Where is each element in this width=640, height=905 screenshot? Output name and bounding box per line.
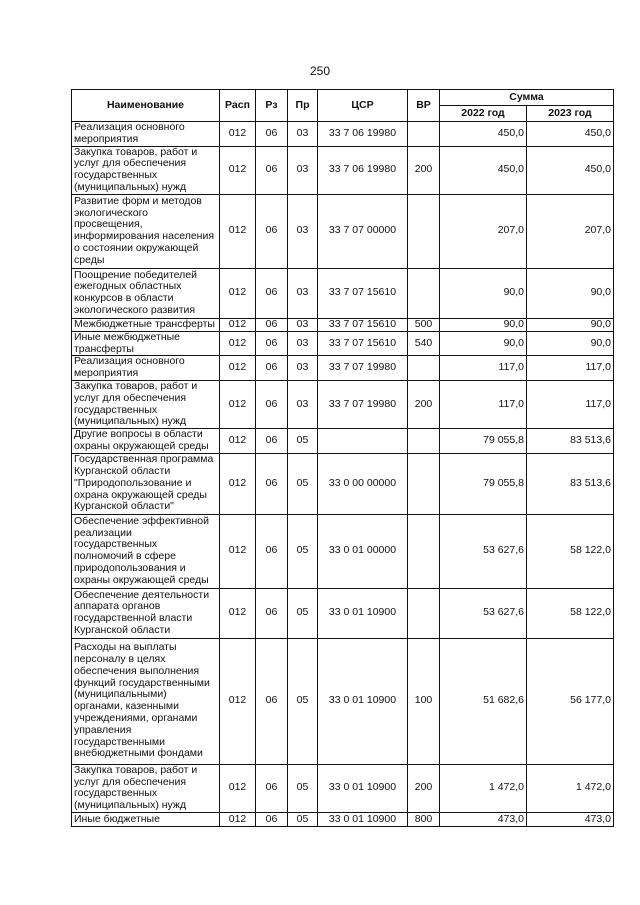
table-row — [72, 318, 614, 331]
cell-rz: 06 — [256, 268, 288, 318]
cell-sum-2023: 83 513,6 — [527, 429, 614, 454]
cell-pr: 03 — [288, 318, 318, 331]
cell-sum-2022: 1 472,0 — [440, 764, 527, 812]
header-year-2022: 2022 год — [440, 106, 527, 122]
cell-vr: 200 — [408, 380, 440, 428]
cell-vr — [408, 194, 440, 268]
table-row — [72, 380, 614, 428]
cell-csr: 33 7 06 19980 — [318, 146, 408, 194]
cell-csr: 33 7 06 19980 — [318, 122, 408, 147]
table-row — [72, 514, 614, 588]
cell-name: Реализация основного мероприятия — [72, 356, 220, 381]
cell-vr: 500 — [408, 318, 440, 331]
cell-name: Обеспечение деятельности аппарата органов государственной власти Курганской области — [72, 588, 220, 638]
cell-sum-2023: 90,0 — [527, 318, 614, 331]
cell-sum-2022: 90,0 — [440, 331, 527, 356]
cell-name: Иные бюджетные — [72, 812, 220, 826]
table-row — [72, 268, 614, 318]
cell-sum-2022: 53 627,6 — [440, 514, 527, 588]
cell-name: Закупка товаров, работ и услуг для обеспечения государственных (муниципальных) нужд — [72, 764, 220, 812]
cell-sum-2022: 90,0 — [440, 268, 527, 318]
cell-vr — [408, 588, 440, 638]
table-row — [72, 194, 614, 268]
cell-pr: 03 — [288, 331, 318, 356]
cell-rz: 06 — [256, 122, 288, 147]
header-vr: ВР — [408, 90, 440, 122]
cell-rasp: 012 — [220, 429, 256, 454]
cell-pr: 05 — [288, 764, 318, 812]
cell-name: Развитие форм и методов экологического просвещения, информирования населения о состоянии окружающей среды — [72, 194, 220, 268]
cell-csr — [318, 429, 408, 454]
cell-pr: 03 — [288, 194, 318, 268]
cell-pr: 05 — [288, 812, 318, 826]
table-row — [72, 122, 614, 147]
header-rz: Рз — [256, 90, 288, 122]
cell-csr: 33 7 07 15610 — [318, 318, 408, 331]
cell-rasp: 012 — [220, 812, 256, 826]
cell-sum-2023: 117,0 — [527, 380, 614, 428]
cell-vr — [408, 453, 440, 514]
cell-sum-2023: 90,0 — [527, 268, 614, 318]
cell-sum-2023: 450,0 — [527, 122, 614, 147]
cell-pr: 05 — [288, 588, 318, 638]
budget-table — [71, 89, 614, 827]
cell-pr: 03 — [288, 268, 318, 318]
cell-vr — [408, 356, 440, 381]
cell-rasp: 012 — [220, 146, 256, 194]
table-row — [72, 453, 614, 514]
cell-pr: 05 — [288, 429, 318, 454]
cell-sum-2023: 117,0 — [527, 356, 614, 381]
cell-pr: 03 — [288, 122, 318, 147]
cell-vr — [408, 429, 440, 454]
cell-pr: 05 — [288, 638, 318, 764]
cell-name: Поощрение победителей ежегодных областных конкурсов в области экологического развития — [72, 268, 220, 318]
cell-name: Межбюджетные трансферты — [72, 318, 220, 331]
cell-sum-2023: 58 122,0 — [527, 588, 614, 638]
cell-vr — [408, 514, 440, 588]
table-body — [72, 122, 614, 827]
cell-vr: 800 — [408, 812, 440, 826]
cell-name: Обеспечение эффективной реализации государственных полномочий в сфере природопользования и охраны окружающей среды — [72, 514, 220, 588]
cell-sum-2022: 90,0 — [440, 318, 527, 331]
cell-csr: 33 7 07 00000 — [318, 194, 408, 268]
cell-csr: 33 7 07 19980 — [318, 356, 408, 381]
page-number: 250 — [309, 64, 331, 78]
cell-rasp: 012 — [220, 331, 256, 356]
cell-csr: 33 0 01 10900 — [318, 638, 408, 764]
cell-csr: 33 7 07 15610 — [318, 268, 408, 318]
table-row — [72, 331, 614, 356]
cell-vr: 200 — [408, 764, 440, 812]
cell-rz: 06 — [256, 331, 288, 356]
cell-name: Закупка товаров, работ и услуг для обеспечения государственных (муниципальных) нужд — [72, 146, 220, 194]
header-pr: Пр — [288, 90, 318, 122]
cell-rz: 06 — [256, 429, 288, 454]
cell-rz: 06 — [256, 638, 288, 764]
cell-rasp: 012 — [220, 318, 256, 331]
cell-pr: 05 — [288, 514, 318, 588]
cell-pr: 03 — [288, 146, 318, 194]
cell-vr: 540 — [408, 331, 440, 356]
cell-rasp: 012 — [220, 588, 256, 638]
cell-rz: 06 — [256, 812, 288, 826]
table-row — [72, 764, 614, 812]
header-name: Наименование — [72, 90, 220, 122]
cell-rz: 06 — [256, 453, 288, 514]
header-sum: Сумма — [440, 90, 614, 106]
cell-sum-2023: 1 472,0 — [527, 764, 614, 812]
header-year-2023: 2023 год — [527, 106, 614, 122]
cell-vr: 200 — [408, 146, 440, 194]
cell-sum-2022: 79 055,8 — [440, 429, 527, 454]
cell-sum-2022: 207,0 — [440, 194, 527, 268]
table-row — [72, 429, 614, 454]
cell-sum-2023: 56 177,0 — [527, 638, 614, 764]
cell-csr: 33 0 01 00000 — [318, 514, 408, 588]
cell-rasp: 012 — [220, 380, 256, 428]
cell-vr — [408, 268, 440, 318]
cell-name: Другие вопросы в области охраны окружающей среды — [72, 429, 220, 454]
cell-pr: 05 — [288, 453, 318, 514]
cell-pr: 03 — [288, 356, 318, 381]
cell-sum-2023: 207,0 — [527, 194, 614, 268]
cell-rz: 06 — [256, 380, 288, 428]
cell-name: Расходы на выплаты персоналу в целях обеспечения выполнения функций государственными (муниципальными) органами, казенными учреждениями, органами управления государственными внебюджетными фондами — [72, 638, 220, 764]
cell-csr: 33 7 07 15610 — [318, 331, 408, 356]
table-row — [72, 812, 614, 826]
cell-sum-2023: 90,0 — [527, 331, 614, 356]
cell-rz: 06 — [256, 588, 288, 638]
cell-rasp: 012 — [220, 514, 256, 588]
cell-sum-2023: 83 513,6 — [527, 453, 614, 514]
cell-csr: 33 0 01 10900 — [318, 764, 408, 812]
cell-sum-2022: 79 055,8 — [440, 453, 527, 514]
cell-sum-2022: 450,0 — [440, 146, 527, 194]
cell-csr: 33 7 07 19980 — [318, 380, 408, 428]
cell-sum-2023: 58 122,0 — [527, 514, 614, 588]
cell-rasp: 012 — [220, 268, 256, 318]
cell-csr: 33 0 01 10900 — [318, 812, 408, 826]
cell-sum-2023: 473,0 — [527, 812, 614, 826]
cell-rasp: 012 — [220, 638, 256, 764]
cell-sum-2022: 51 682,6 — [440, 638, 527, 764]
cell-rz: 06 — [256, 764, 288, 812]
cell-csr: 33 0 01 10900 — [318, 588, 408, 638]
cell-sum-2022: 450,0 — [440, 122, 527, 147]
cell-rasp: 012 — [220, 356, 256, 381]
cell-rasp: 012 — [220, 453, 256, 514]
cell-vr: 100 — [408, 638, 440, 764]
cell-rz: 06 — [256, 194, 288, 268]
cell-rz: 06 — [256, 356, 288, 381]
cell-name: Закупка товаров, работ и услуг для обеспечения государственных (муниципальных) нужд — [72, 380, 220, 428]
cell-rasp: 012 — [220, 122, 256, 147]
cell-sum-2022: 473,0 — [440, 812, 527, 826]
cell-sum-2022: 117,0 — [440, 380, 527, 428]
cell-name: Реализация основного мероприятия — [72, 122, 220, 147]
table-row — [72, 356, 614, 381]
table-row — [72, 638, 614, 764]
cell-rasp: 012 — [220, 194, 256, 268]
header-rasp: Расп — [220, 90, 256, 122]
cell-rasp: 012 — [220, 764, 256, 812]
cell-name: Государственная программа Курганской области "Природопользование и охрана окружающей среды Курганской области" — [72, 453, 220, 514]
header-csr: ЦСР — [318, 90, 408, 122]
cell-csr: 33 0 00 00000 — [318, 453, 408, 514]
cell-name: Иные межбюджетные трансферты — [72, 331, 220, 356]
cell-rz: 06 — [256, 318, 288, 331]
cell-sum-2022: 53 627,6 — [440, 588, 527, 638]
table-row — [72, 146, 614, 194]
cell-sum-2022: 117,0 — [440, 356, 527, 381]
cell-pr: 03 — [288, 380, 318, 428]
cell-vr — [408, 122, 440, 147]
cell-sum-2023: 450,0 — [527, 146, 614, 194]
cell-rz: 06 — [256, 514, 288, 588]
cell-rz: 06 — [256, 146, 288, 194]
table-row — [72, 588, 614, 638]
